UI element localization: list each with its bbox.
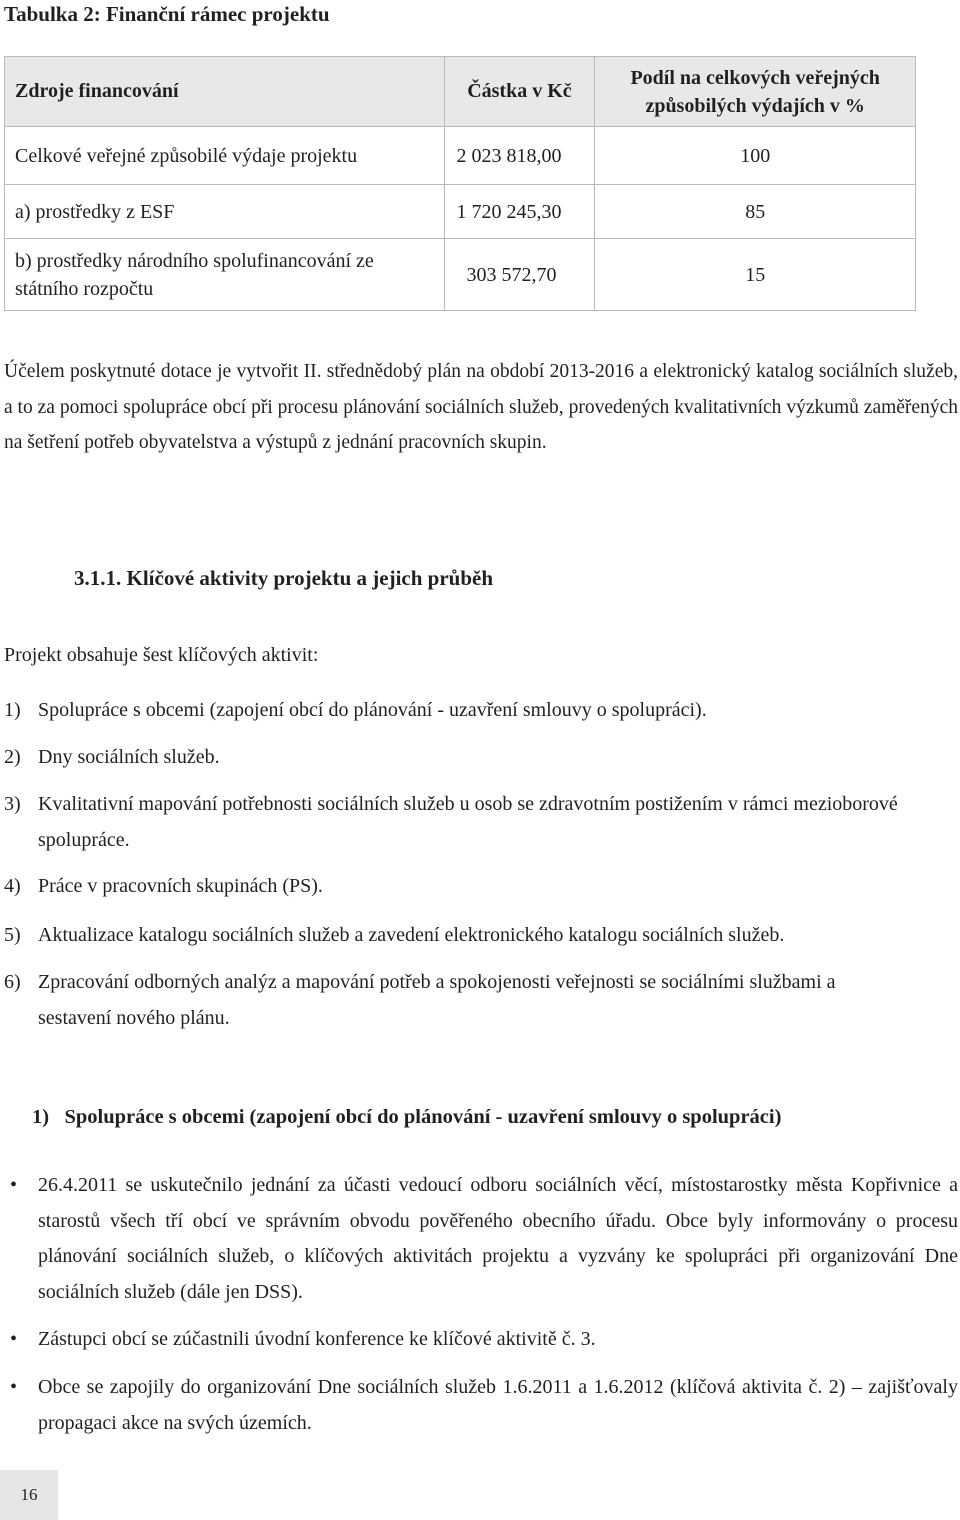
bullet-text: Obce se zapojily do organizování Dne sociálních služeb 1.6.2011 a 1.6.2012 (klíčová aktivita č. 2) – zajišťovaly propagaci akce na svých územích. <box>38 1376 958 1434</box>
list-item-text: Zpracování odborných analýz a mapování potřeb a spokojenosti veřejnosti se sociálními službami a sestavení nového plánu. <box>38 971 836 1029</box>
page-number: 16 <box>0 1470 58 1520</box>
list-item-number: 6) <box>4 971 21 993</box>
purpose-paragraph: Účelem poskytnuté dotace je vytvořit II. střednědobý plán na období 2013-2016 a elektronický katalog sociálních služeb, a to za pomoci spolupráce obcí při procesu plánování sociálních služeb, provedených kvalitativních výzkumů zaměřených na šetření potřeb obyvatelstva a výstupů z jednání pracovních skupin. <box>4 361 958 453</box>
bullet-text: 26.4.2011 se uskutečnilo jednání za účasti vedoucí odboru sociálních věcí, místostarostky města Kopřivnice a starostů všech tří obcí ve správním obvodu pověřeného obecního úřadu. Obce byly informovány o procesu plánování sociálních služeb, o klíčových aktivitách projektu a vyzvány ke spolupráci při organizování Dne sociálních služeb (dále jen DSS). <box>38 1174 958 1303</box>
list-item-number: 1) <box>4 699 21 721</box>
table-caption: Tabulka 2: Finanční rámec projektu <box>4 2 330 26</box>
list-item-number: 2) <box>4 746 21 768</box>
bullet-item <box>4 1322 958 1358</box>
list-item-number: 5) <box>4 924 21 946</box>
bullet-text: Zástupci obcí se zúčastnili úvodní konference ke klíčové aktivitě č. 3. <box>38 1328 596 1350</box>
table-row <box>5 185 916 239</box>
table-header-row <box>5 57 916 127</box>
header-amount: Částka v Kč <box>444 57 595 127</box>
header-share: Podíl na celkových veřejných způsobilých výdajích v % <box>595 57 916 127</box>
cell-source: Celkové veřejné způsobilé výdaje projektu <box>5 127 445 185</box>
table-row <box>5 127 916 185</box>
subsection-heading: 1) Spolupráce s obcemi (zapojení obcí do plánování - uzavření smlouvy o spolupráci) <box>32 1106 782 1128</box>
list-item <box>4 692 958 728</box>
cell-source: b) prostředky národního spolufinancování ze státního rozpočtu <box>5 239 445 311</box>
list-item-text: Dny sociálních služeb. <box>38 746 220 768</box>
header-sources: Zdroje financování <box>5 57 445 127</box>
cell-amount: 303 572,70 <box>444 239 595 311</box>
list-item <box>4 786 958 858</box>
cell-share: 85 <box>595 185 916 239</box>
bullet-dot: • <box>10 1376 18 1398</box>
bullet-dot: • <box>10 1174 18 1196</box>
list-item <box>4 964 958 1036</box>
activities-intro: Projekt obsahuje šest klíčových aktivit: <box>4 644 319 666</box>
cell-amount: 1 720 245,30 <box>444 185 595 239</box>
list-item-number: 3) <box>4 793 21 815</box>
list-item <box>4 739 958 775</box>
cell-share: 15 <box>595 239 916 311</box>
bullet-item <box>4 1168 958 1310</box>
list-item-text: Aktualizace katalogu sociálních služeb a zavedení elektronického katalogu sociálních služeb. <box>38 924 785 946</box>
cell-amount: 2 023 818,00 <box>444 127 595 185</box>
table-row <box>5 239 916 311</box>
list-item <box>4 868 958 904</box>
financial-table <box>4 56 916 311</box>
list-item-text: Spolupráce s obcemi (zapojení obcí do plánování - uzavření smlouvy o spolupráci). <box>38 699 707 721</box>
section-heading: 3.1.1. Klíčové aktivity projektu a jejich průběh <box>74 566 494 590</box>
bullet-item <box>4 1370 958 1441</box>
bullet-dot: • <box>10 1328 18 1350</box>
list-item-number: 4) <box>4 875 21 897</box>
list-item-text: Kvalitativní mapování potřebnosti sociálních služeb u osob se zdravotním postižením v rámci mezioborové spolupráce. <box>38 793 898 851</box>
list-item-text: Práce v pracovních skupinách (PS). <box>38 875 323 897</box>
list-item <box>4 917 958 953</box>
cell-share: 100 <box>595 127 916 185</box>
cell-source: a) prostředky z ESF <box>5 185 445 239</box>
